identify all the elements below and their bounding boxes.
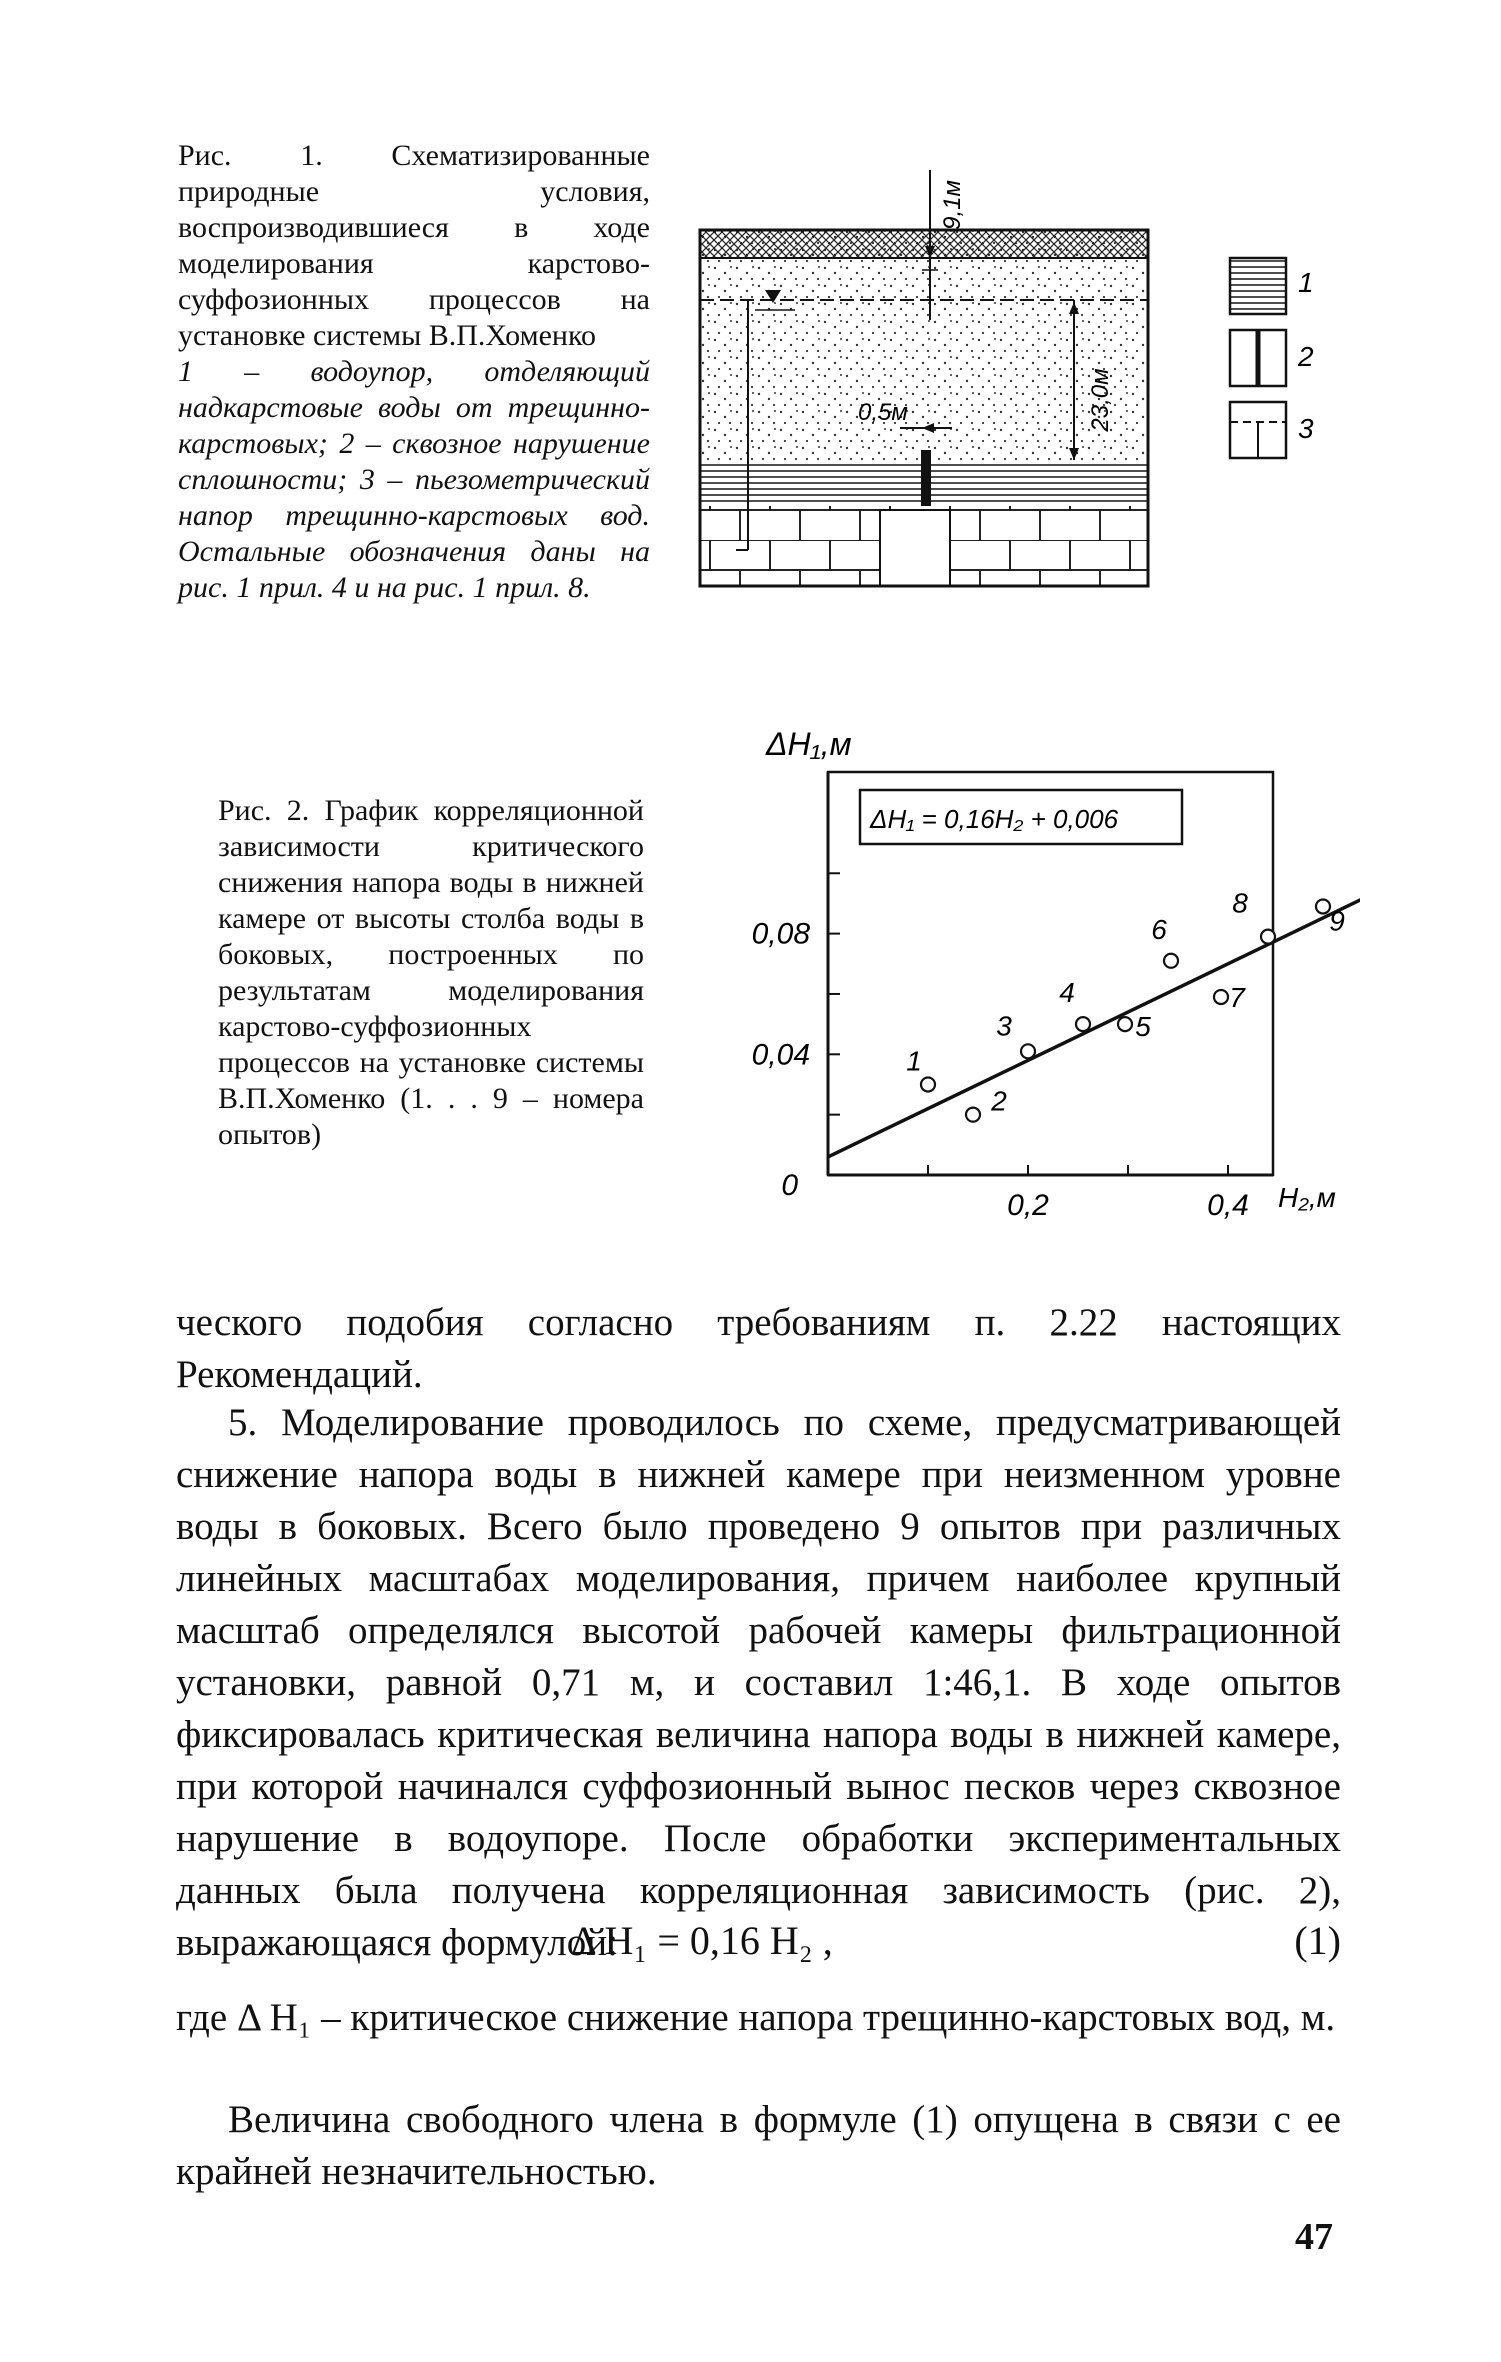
paragraph-5-text: 5. Моделирование проводилось по схеме, предусматривающей снижение напора воды в нижней камере при неизменном уровне воды в боковых. Всего было проведено 9 опытов при различных линейных масштабах моделирования, причем наиболее крупный масштаб определялся высотой рабочей камеры фильтрационной установки, равной 0,71 м, и составил 1:46,1. В ходе опытов фиксировалась критическая величина напора воды в нижней камере, при которой начинался суффозионный вынос песков через сквозное нарушение в водоупоре. После обработки экспериментальных данных была получена корреляционная зависимость (рис. 2), выражающаяся формулой: <box>176 1401 1341 1964</box>
cross-section <box>700 170 1148 586</box>
formula: Δ H₁ = 0,16 H₂ , <box>571 1918 833 1963</box>
data-point <box>1316 899 1330 913</box>
point-label: 7 <box>1229 981 1245 1013</box>
data-point <box>1261 930 1275 944</box>
dim-height-label: 23,0м <box>1087 368 1114 432</box>
paragraph-where <box>176 1992 1341 2044</box>
formula-number: (1) <box>1294 1918 1341 1963</box>
paragraph-continuation <box>176 1297 1341 1401</box>
data-point <box>1021 1044 1035 1058</box>
point-label: 4 <box>1059 977 1075 1009</box>
figure1-schematic <box>690 120 1370 600</box>
point-label: 3 <box>996 1010 1012 1042</box>
paragraph-5 <box>176 1397 1341 1969</box>
equation-label: ΔH₁ = 0,16H₂ + 0,006 <box>870 804 1119 834</box>
legend-label-3: 3 <box>1298 413 1314 444</box>
x-tick-label: 0,2 <box>1007 1189 1049 1222</box>
regression-line <box>828 899 1360 1157</box>
data-point <box>1118 1017 1132 1031</box>
x-axis-label: H₂,м <box>1278 1182 1336 1213</box>
x-tick-label: 0,4 <box>1207 1189 1249 1222</box>
legend-label-2: 2 <box>1298 341 1314 372</box>
point-label: 8 <box>1232 887 1248 919</box>
point-label: 2 <box>991 1085 1007 1117</box>
y-tick-label: 0,04 <box>751 1038 810 1072</box>
figure2-chart <box>700 680 1360 1240</box>
legend-label-1: 1 <box>1298 267 1314 298</box>
y-axis-label: ΔH₁,м <box>766 726 852 762</box>
data-point <box>966 1108 980 1122</box>
point-label: 1 <box>906 1045 922 1077</box>
paragraph-free-term <box>176 2094 1341 2198</box>
page-number: 47 <box>1295 2216 1333 2258</box>
data-point <box>1164 954 1178 968</box>
paragraph-continuation-text: ческого подобия согласно требованиям п. 2.22 настоящих Рекомендаций. <box>176 1301 1341 1396</box>
figure1-legend <box>1230 258 1314 458</box>
data-point <box>1076 1017 1090 1031</box>
origin-label: 0 <box>781 1169 798 1202</box>
figure1-caption <box>178 138 650 606</box>
legend-item-3 <box>1230 402 1314 458</box>
point-label: 5 <box>1135 1011 1151 1043</box>
paragraph-free-term-text: Величина свободного члена в формуле (1) опущена в связи с ее крайней незначительностью. <box>176 2098 1341 2193</box>
legend-item-1 <box>1230 258 1314 314</box>
figure1-caption-title: Рис. 1. Схематизированные природные условия, воспроизводившиеся в ходе моделирования карстово-суффозионных процессов на установке системы В.П.Хоменко <box>178 139 650 352</box>
figure1-caption-legend: 1 – водоупор, отделяющий надкарстовые воды от трещинно-карстовых; 2 – сквозное нарушениe сплошности; 3 – пьезометрический напор трещинно-карстовых вод. Остальные обозначения даны на рис. 1 прил. 4 и на рис. 1 прил. 8. <box>178 355 650 604</box>
figure2-caption: Рис. 2. График корреляционной зависимости критического снижения напора воды в нижней камере от высоты столба воды в боковых, построенных по результатам моделирования карстово-суффозионных процессов на установке системы В.П.Хоменко (1. . . 9 – номера опытов) <box>218 794 644 1151</box>
point-label: 6 <box>1151 913 1167 945</box>
paragraph-where-text: где Δ H₁ – критическое снижение напора трещинно-карстовых вод, м. <box>176 1996 1336 2039</box>
y-tick-label: 0,08 <box>751 917 810 951</box>
dim-top-label: 9,1м <box>939 180 966 230</box>
dim-gap-label: 0,5м <box>858 399 908 426</box>
data-point <box>1214 990 1228 1004</box>
point-label: 9 <box>1329 905 1345 937</box>
formula-row <box>176 1917 1341 1973</box>
legend-item-2 <box>1230 330 1314 386</box>
data-point <box>921 1077 935 1091</box>
